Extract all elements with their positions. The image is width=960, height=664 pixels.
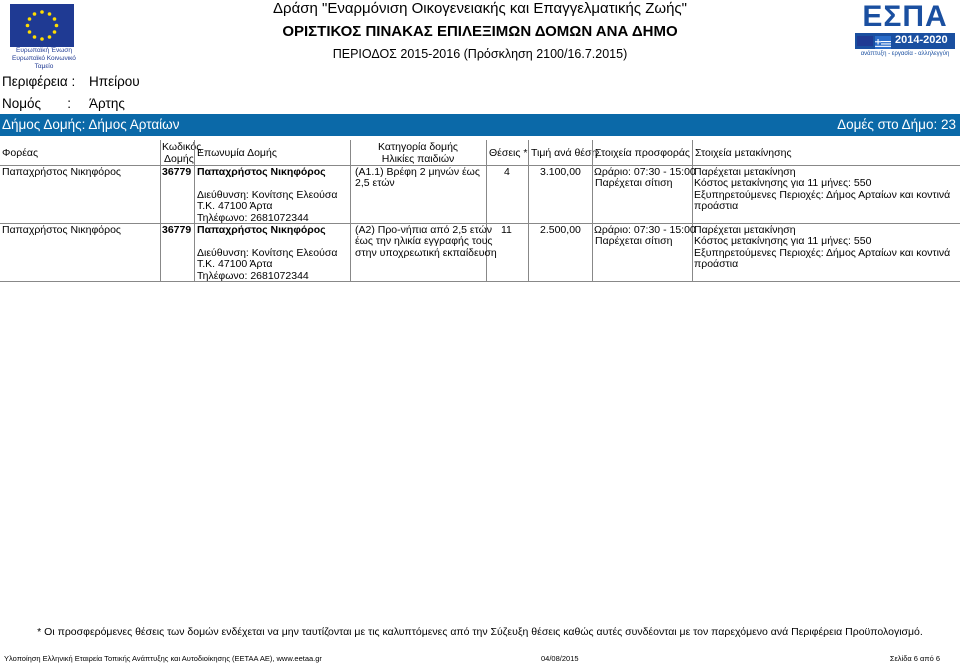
cell-address: Διεύθυνση: Κονίτσης Ελεούσα: [197, 247, 338, 259]
cell-address: Διεύθυνση: Κονίτσης Ελεούσα: [197, 189, 338, 201]
prefecture-label: Νομός :: [2, 96, 72, 111]
cell-price: 3.100,00: [540, 166, 581, 178]
col-header-offer: Στοιχεία προσφοράς: [595, 147, 690, 159]
cell-category-line1: (Α2) Προ-νήπια από 2,5 ετών: [355, 224, 493, 236]
col-header-transport: Στοιχεία μετακίνησης: [695, 147, 792, 159]
municipality-name: Δήμος Δομής: Δήμος Αρταίων: [2, 117, 180, 132]
row-divider: [0, 281, 960, 282]
cell-transport-4: προάστια: [694, 258, 739, 270]
cell-phone: Τηλέφωνο: 2681072344: [197, 270, 309, 282]
table-row: [0, 166, 960, 223]
cell-offer-hours: Ωράριο: 07:30 - 15:00: [594, 166, 696, 178]
region-value: Ηπείρου: [89, 74, 140, 89]
cell-foreas: Παπαχρήστος Νικηφόρος: [2, 224, 121, 236]
cell-transport-1: Παρέχεται μετακίνηση: [694, 224, 796, 236]
col-header-name: Επωνυμία Δομής: [197, 147, 277, 159]
espa-years: 2014-2020: [895, 34, 948, 46]
eu-flag-icon: [857, 36, 873, 46]
cell-transport-4: προάστια: [694, 200, 739, 212]
col-header-category-2: Ηλικίες παιδιών: [381, 153, 455, 165]
col-header-code-1: Κωδικός: [162, 141, 202, 153]
col-header-seats: Θέσεις *: [489, 147, 528, 159]
cell-offer-hours: Ωράριο: 07:30 - 15:00: [594, 224, 696, 236]
greek-flag-icon: [875, 36, 891, 46]
col-header-code-2: Δομής: [164, 153, 194, 165]
footer-date: 04/08/2015: [541, 654, 579, 663]
eu-caption-line1: Ευρωπαϊκή Ένωση: [16, 47, 72, 54]
cell-postcode: Τ.Κ. 47100 Άρτα: [197, 200, 273, 212]
cell-name: Παπαχρήστος Νικηφόρος: [197, 166, 326, 178]
cell-seats: 11: [501, 224, 512, 236]
cell-price: 2.500,00: [540, 224, 581, 236]
cell-name: Παπαχρήστος Νικηφόρος: [197, 224, 326, 236]
cell-postcode: Τ.Κ. 47100 Άρτα: [197, 258, 273, 270]
col-header-foreas: Φορέας: [2, 147, 39, 159]
cell-transport-2: Κόστος μετακίνησης για 11 μήνες: 550: [694, 177, 872, 189]
cell-transport-1: Παρέχεται μετακίνηση: [694, 166, 796, 178]
cell-phone: Τηλέφωνο: 2681072344: [197, 212, 309, 224]
cell-transport-3: Εξυπηρετούμενες Περιοχές: Δήμος Αρταίων και κοντινά: [694, 247, 951, 259]
espa-slogan: ανάπτυξη - εργασία - αλληλεγγύη: [860, 51, 950, 57]
col-header-price: Τιμή ανά θέση: [531, 147, 598, 159]
cell-foreas: Παπαχρήστος Νικηφόρος: [2, 166, 121, 178]
cell-category-line2: έως την ηλικία εγγραφής τους: [355, 235, 493, 247]
espa-band: [855, 33, 955, 49]
period-subtitle: ΠΕΡΙΟΔΟΣ 2015-2016 (Πρόσκληση 2100/16.7.2015): [332, 47, 628, 61]
cell-transport-3: Εξυπηρετούμενες Περιοχές: Δήμος Αρταίων και κοντινά: [694, 189, 951, 201]
footer-credit: Υλοποίηση Ελληνική Εταιρεία Τοπικής Ανάπτυξης και Αυτοδιοίκησης (ΕΕΤΑΑ ΑΕ), www.eetaa.gr: [4, 654, 322, 663]
cell-offer-meals: Παρέχεται σίτιση: [595, 177, 673, 189]
municipality-bar: [0, 114, 960, 136]
col-header-category-1: Κατηγορία δομής: [378, 141, 458, 153]
eu-caption-line2: Ευρωπαϊκό Κοινωνικό Ταμείο: [12, 55, 76, 70]
espa-wordmark: ΕΣΠΑ: [862, 0, 948, 33]
prefecture-value: Άρτης: [89, 96, 125, 111]
structures-count: Δομές στο Δήμο: 23: [837, 117, 956, 132]
espa-logo: [855, 2, 955, 62]
cell-code: 36779: [162, 224, 192, 236]
cell-code: 36779: [162, 166, 192, 178]
cell-category-line1: (Α1.1) Βρέφη 2 μηνών έως: [355, 166, 480, 178]
table-row: [0, 224, 960, 281]
table-title: ΟΡΙΣΤΙΚΟΣ ΠΙΝΑΚΑΣ ΕΠΙΛΕΞΙΜΩΝ ΔΟΜΩΝ ΑΝΑ ΔΗΜΟ: [282, 23, 678, 40]
cell-category-line2: 2,5 ετών: [355, 177, 395, 189]
footnote: * Οι προσφερόμενες θέσεις των δομών ενδέχεται να μην ταυτίζονται με τις καλυπτόμενες από την Σύζευξη θέσεις καθώς αυτές συνδέονται με τον παρεχόμενο ανά Περιφέρεια Προϋπολογισμό.: [37, 626, 923, 638]
cell-seats: 4: [504, 166, 510, 178]
action-title: Δράση "Εναρμόνιση Οικογενειακής και Επαγγελματικής Ζωής": [273, 0, 687, 17]
footer-page-number: Σελίδα 6 από 6: [889, 654, 940, 663]
cell-transport-2: Κόστος μετακίνησης για 11 μήνες: 550: [694, 235, 872, 247]
cell-offer-meals: Παρέχεται σίτιση: [595, 235, 673, 247]
cell-category-line3: στην υποχρεωτική εκπαίδευση: [355, 247, 497, 259]
region-label: Περιφέρεια :: [2, 74, 76, 89]
